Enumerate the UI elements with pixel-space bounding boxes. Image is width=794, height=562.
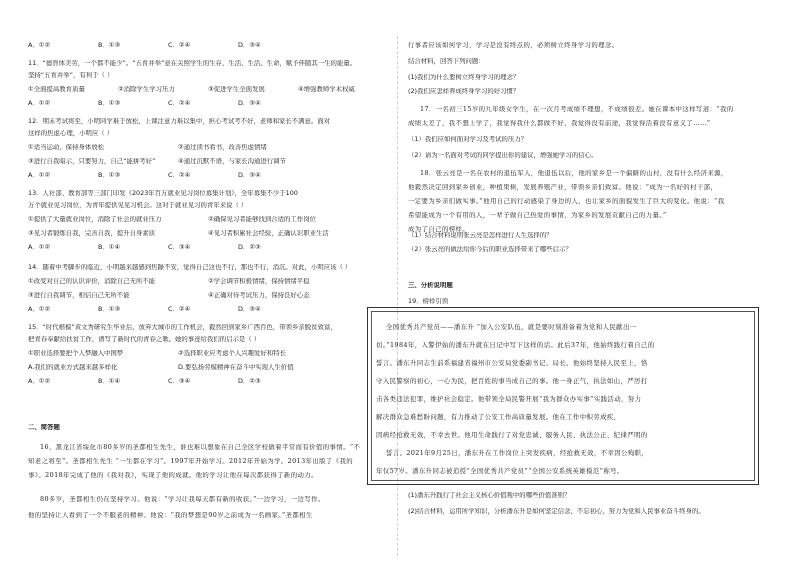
q18-text-line: 他毅然决定回到家乡创业，种植果树，发展养殖产业，带领乡亲们致富。他说：“成为一名好的村干部， [408, 184, 718, 191]
q18-text-line: 希望能成为一个有用的人，一辈子做自己热爱的事情，为家乡的发展贡献自己的力量。” [408, 212, 667, 219]
q14-options: A．①② B．①③ C．②④ D．③④ [28, 306, 261, 313]
q16-text-line: 知老之将至”。圣都相生先生 “一生都在学习”。1997年开始学习。2012年开始为学。2013年出版了《我的 [28, 458, 354, 465]
material-line: 因病经抢救无效，不幸去世。他用生命践行了对党忠诚、服务人民、执法公正、纪律严明的 [376, 431, 648, 439]
section-heading-analysis: 三、分析说明题 [408, 282, 453, 289]
q17-sub-question-2: （2）请为一名面对考试的同学提出你的建议，增强她学习的信心。 [408, 152, 598, 159]
q16-sub-question-1: (1)我们为什么要树立终身学习的理念？ [408, 74, 520, 81]
q15-stem-line1: 15．“时代楷模”黄文秀研究生毕业后，放弃大城市的工作机会，毅然回到家乡广西百色，带领乡亲脱贫致富， [28, 324, 337, 331]
material-line: 守入民警察的初心，一心为民，把百姓的事当成自己的事。他一身正气，执法如山，严厉打 [376, 377, 648, 385]
q16-text-line: 16、黑龙江省绥化市80多岁的圣都相生先生，谁也难以想象在自己全区学校做着平常而有价值的事情。“不 [40, 444, 361, 451]
q13-options: A．①② B．①④ C．③④ D．②③ [28, 244, 261, 251]
q14-choices-row2: ③进行自我调节，相信自己无所不能 ④正确对待考试压力，保持良好心态 [28, 292, 310, 299]
material-line: 誓言。潘东升同志生前系福建省福州市公安局党委副书记、局长。他始终坚持人民至上，恪 [376, 359, 648, 367]
q19-title: 19．榜样引领 [408, 298, 449, 305]
q19-material-box [367, 307, 759, 485]
q13-choices-row2: ③见习者锻炼自我，完善自我，提升自身素质 ④见习者积累社会经验，正确认识职业生活 [28, 230, 329, 237]
q15-stem-line2: 把青春奉献给扶贫工作，谱写了新时代的青春之歌。她的事迹给我们的启示是（ ） [28, 336, 261, 343]
q17-text-line: 成绩太差了，我不想上学了，我觉得我什么都做不好，我觉得没有前途，我觉得活着没有意义了……” [408, 120, 711, 127]
q18-text-line: 18．张云亮是一名在农村的退伍军人，他退伍以后，他的家乡是一个偏僻的山村，没有什么经济来源， [420, 170, 728, 177]
q12-options: A．①② B．①③ C．②④ D．③④ [28, 172, 261, 179]
q16-sub-question-2: (2)我们应怎样养成终身学习的好习惯？ [408, 88, 520, 95]
q19-sub-question-1: (1)潘东升践行了社会主义核心价值观中的哪些价值准则？ [408, 492, 571, 499]
material-line: 全国优秀共产党员——潘东升 “加入公安队伍，就是要时刻准备着为党和人民献出一 [386, 323, 637, 331]
q17-text-line: 17．一名初三15岁的九年级女学生，在一次月考成绩不理想，不成绩很差。她在课本中这样写道：“我的 [420, 106, 734, 113]
q11-choices: ①全面提高教育质量 ②消除学生学习压力 ③促进学生全面发展 ④增强教师学术权威 [28, 86, 355, 93]
q18-text-line: 成为了自己的榜样。 [408, 226, 470, 233]
q11-stem-line2: 坚持“五育并举”，有利于（ ） [28, 72, 114, 79]
q15-choices-row2: A.我们的就业方式越来越多样化 D.要弘扬劳模精神在奋斗中实现人生价值 [28, 364, 294, 371]
q10-options: A．①② B．①③ C．②④ D．③④ [28, 42, 261, 49]
q16-text-line: 80多岁，圣都相生仍在坚持学习。他说：“学习让我每天都有新的收获。”一边学习，一边写作。 [40, 496, 325, 503]
material-line: 解决群众急难愁盼问题，有力推动了公安工作高质量发展。他在工作中积劳成疾， [376, 413, 621, 421]
q12-stem-line1: 12．期末考试将至，小明同学难于放松，上课注意力难以集中，担心考试考不好，老师和家长不满意。面对 [28, 118, 331, 125]
q15-choices-row1: ①职业选择要把个人梦融入中国梦 ②选择职业应考虑个人兴趣爱好和特长 [28, 350, 286, 357]
section-heading-short-answer: 二、简答题 [28, 424, 60, 431]
material-line: 切。”1984年，入警伊始的潘东升就在日记中写下这样的话。此后37年，他始终践行着自己的 [376, 341, 655, 349]
q16-continuation: 行事者应该如何学习，学习是没有终点的，必须树立终身学习的理念。 [408, 42, 619, 49]
q11-options: A．①② B．①③ C．②④ D．③④ [28, 100, 261, 107]
q18-sub-question-1: （1）结合材料说明张云亮是怎样进行人生选择的？ [408, 232, 553, 239]
q16-instruction: 结合材料，回答下列问题： [408, 58, 485, 65]
q19-sub-question-2: (2)结合材料，运用所学知识，分析潘东升是如何坚定信念、不忘初心，努力为党和人民事业奋斗终身的。 [408, 508, 705, 515]
q13-stem-line1: 13．人社部、教育部等三部门印发《2023年百万就业见习岗位募集计划》，全年募集不少于100 [28, 190, 298, 197]
q12-choices-row2: ③进行自我暗示，只要努力，自己“能拼考好” ④通过沉默不语，与家长沟通进行调节 [28, 158, 286, 165]
material-line: 击各类违法犯罪，维护社会稳定。他带领全局民警开展“我为群众办实事”实践活动，努力 [376, 395, 642, 403]
material-line: 年仅57岁。潘东升同志被追授“全国优秀共产党员”“全国公安系统英雄模范”称号。 [376, 467, 624, 475]
q12-choices-row1: ①适当运动，保持身体放松 ②通过读书看书，改善焦虑情绪 [28, 144, 267, 151]
q18-text-line: 一定要为乡亲们做实事。”他用自己的行动感染了身边的人，也让家乡的面貌发生了巨大的变化。他说：“我 [408, 198, 725, 205]
q17-sub-question-1: （1）我们应如何面对学习及考试的压力？ [408, 136, 528, 143]
q13-choices-row1: ①提供了大量就业岗位，消除了社会的就业压力 ②确保见习者能够找到合适的工作岗位 [28, 216, 316, 223]
q14-choices-row1: ①改变对自己的认识评价，消除自己无所不能 ②学会调节积极情绪，保持情绪平稳 [28, 278, 310, 285]
q15-options: A．①② B．①④ C．③④ D．②③ [28, 378, 261, 385]
q16-text-line: 他的坚持让人看到了一个不服老的精神。他说：“我的梦想是90岁之前成为一名画家。”圣都相生 [28, 512, 313, 519]
q16-text-line: 事》。2018年完成了他的《我对我》，实现了他的成就。他的学习让他在每次都获得了新的动力。 [28, 472, 318, 479]
material-line: 誓言。2021年9月25日，潘东升在工作岗位上突发疾病，经抢救无效，不幸因公殉职， [386, 449, 649, 457]
q11-stem-line1: 11．“德智体美劳，一个都不能少”。“五育并举”意在关照学生的生存、生活、生活、生命，赋予伴随其一生的能量。 [28, 60, 357, 67]
q13-stem-line2: 万个就业见习岗位，为青年提供见见习机会。这对于就业见习的青年来说（ ） [28, 202, 248, 209]
q14-stem: 14．随着中考脚步的临近，小明越来越感到焦躁不安，觉得自己这也不行，那也不行，消沉。对此，小明应该（ ） [28, 264, 352, 271]
q18-sub-question-2: （2）张云亮的做法给你今后的职业选择带来了哪些启示？ [408, 246, 572, 253]
q12-stem-line2: 这样的焦虑心理，小明应（ ） [28, 130, 114, 137]
